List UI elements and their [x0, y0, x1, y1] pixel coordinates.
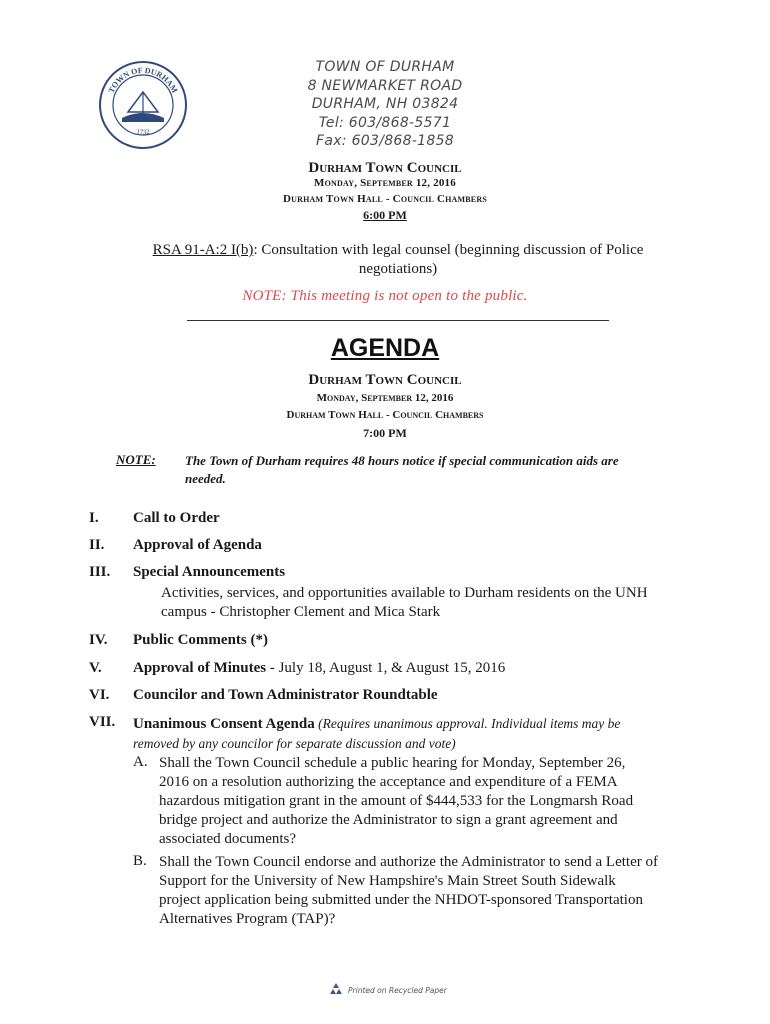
recycled-paper-footer — [328, 981, 447, 999]
agenda-item-number: IV. — [89, 632, 108, 648]
svg-text:1732 — [136, 128, 151, 137]
agenda-item-number: II. — [89, 537, 105, 553]
session-location: Durham Town Hall - Council Chambers — [283, 193, 487, 205]
letterhead-line: 8 NEWMARKET ROAD — [307, 77, 463, 94]
town-seal-logo — [98, 60, 188, 150]
agenda-date: Monday, September 12, 2016 — [316, 392, 454, 404]
agenda-item-number: VI. — [89, 687, 110, 703]
session-council-name: Durham Town Council — [308, 160, 462, 176]
agenda-council-name: Durham Town Council — [308, 372, 462, 388]
letterhead-line: Fax: 603/868-1858 — [315, 133, 455, 149]
rsa-consultation-line — [118, 241, 678, 279]
agenda-item-note: (Requires unanimous approval. Individual items may be removed by any councilor for separate discussion and vote) — [133, 716, 621, 751]
agenda-item-detail: Activities, services, and opportunities available to Durham residents on the UNH campus - Christopher Clement and Mica Stark — [161, 585, 648, 620]
consent-item-text: Shall the Town Council schedule a public hearing for Monday, September 26, 2016 on a resolution authorizing the acceptance and expenditure of a FEMA hazardous mitigation grant in the amount of $444,533 for the Longmarsh Road bridge project and authorize the Administrator to sign a grant agreement and associated documents? — [159, 755, 634, 847]
agenda-item-title: Special Announcements — [133, 564, 286, 580]
agenda-item-title: Public Comments (*) — [133, 632, 268, 648]
agenda-item-title-line — [133, 714, 663, 754]
letterhead-line: DURHAM, NH 03824 — [311, 96, 459, 112]
rsa-description: : Consultation with legal counsel (beginning discussion of Police negotiations) — [253, 242, 644, 277]
accessibility-note-text: The Town of Durham requires 48 hours notice if special communication aids are needed. — [185, 453, 619, 486]
not-public-notice: NOTE: This meeting is not open to the public. — [242, 288, 528, 304]
letterhead-line: Tel: 603/868-5571 — [318, 114, 452, 131]
agenda-item-title-line — [133, 660, 505, 677]
agenda-item-title: Approval of Agenda — [133, 537, 262, 553]
consent-item-letter: A. — [133, 754, 148, 770]
rsa-code: RSA 91-A:2 I(b) — [152, 242, 254, 258]
agenda-item-title: Call to Order — [133, 510, 220, 526]
footer-text: Printed on Recycled Paper — [348, 985, 447, 995]
agenda-item-title: Approval of Minutes — [133, 660, 267, 676]
agenda-time: 7:00 PM — [363, 426, 407, 440]
consent-item-text: Shall the Town Council endorse and authorize the Administrator to send a Letter of Support for the University of New Hampshire's Main Street South Sidewalk project application being submitted under the NHDOT-sponsored Transportation Alternatives Program (TAP)? — [159, 854, 658, 927]
agenda-item-title: Unanimous Consent Agenda — [133, 716, 315, 732]
agenda-location: Durham Town Hall - Council Chambers — [286, 409, 484, 421]
agenda-item-number: VII. — [89, 714, 116, 730]
agenda-item-number: I. — [89, 510, 99, 526]
agenda-item-number: V. — [89, 660, 102, 676]
agenda-item-title: Councilor and Town Administrator Roundtable — [133, 687, 438, 703]
agenda-title: AGENDA — [330, 334, 440, 362]
recycle-icon — [328, 981, 344, 999]
session-time: 6:00 PM — [363, 208, 407, 222]
seal-top-text: TOWN OF DURHAM — [106, 65, 180, 95]
divider-line — [187, 320, 609, 321]
agenda-item-dates: - July 18, August 1, & August 15, 2016 — [266, 660, 506, 676]
letterhead-address — [250, 58, 520, 151]
accessibility-note-label: NOTE: — [116, 452, 156, 467]
seal-year-text: 1732 — [135, 127, 151, 137]
session-date: Monday, September 12, 2016 — [314, 177, 456, 189]
consent-item-letter: B. — [133, 853, 147, 869]
agenda-item-number: III. — [89, 564, 111, 580]
letterhead-line: TOWN OF DURHAM — [315, 59, 455, 75]
